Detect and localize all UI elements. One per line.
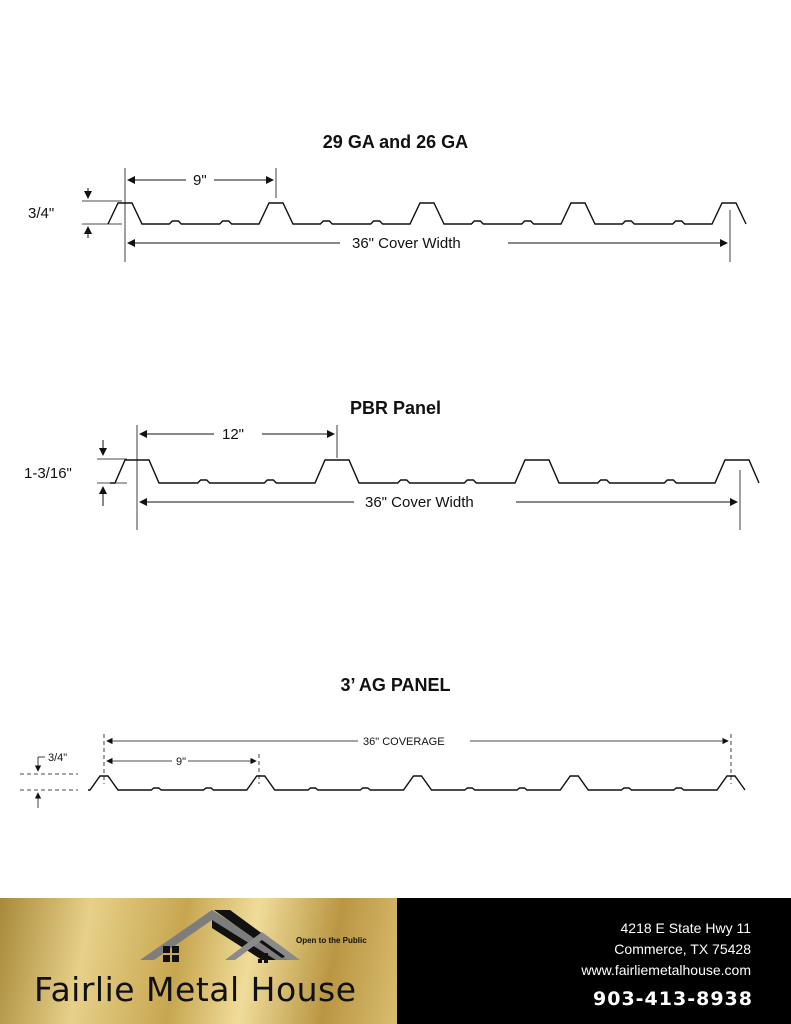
rib-spacing-label-ag: 9" xyxy=(176,756,187,768)
profile-ag xyxy=(20,734,745,808)
brand-name: Fairlie Metal House xyxy=(34,970,357,1009)
coverage-label-ag: 36" COVERAGE xyxy=(363,736,445,748)
section-title-ag: 3’ AG PANEL xyxy=(340,675,451,695)
height-label-ag: 3/4" xyxy=(48,752,68,764)
height-label-29ga: 3/4" xyxy=(28,205,55,222)
profile-29ga xyxy=(28,168,746,262)
rib-spacing-label-29ga: 9" xyxy=(193,172,207,189)
cover-width-label-29ga: 36" Cover Width xyxy=(352,235,461,252)
website-link[interactable]: www.fairliemetalhouse.com xyxy=(581,962,751,978)
brand-panel xyxy=(0,898,397,1024)
section-title-pbr: PBR Panel xyxy=(349,398,442,418)
height-label-pbr: 1-3/16" xyxy=(24,465,72,482)
section-title-29ga: 29 GA and 26 GA xyxy=(322,132,469,152)
footer-banner xyxy=(0,898,791,1024)
profile-pbr xyxy=(24,425,759,530)
address-line-1: 4218 E State Hwy 11 xyxy=(620,920,751,936)
phone-number[interactable]: 903-413-8938 xyxy=(593,988,753,1010)
rib-spacing-label-pbr: 12" xyxy=(222,426,245,443)
contact-panel xyxy=(397,898,791,1024)
cover-width-label-pbr: 36" Cover Width xyxy=(365,494,474,511)
address-line-2: Commerce, TX 75428 xyxy=(614,941,751,957)
tagline: Open to the Public xyxy=(296,936,367,945)
